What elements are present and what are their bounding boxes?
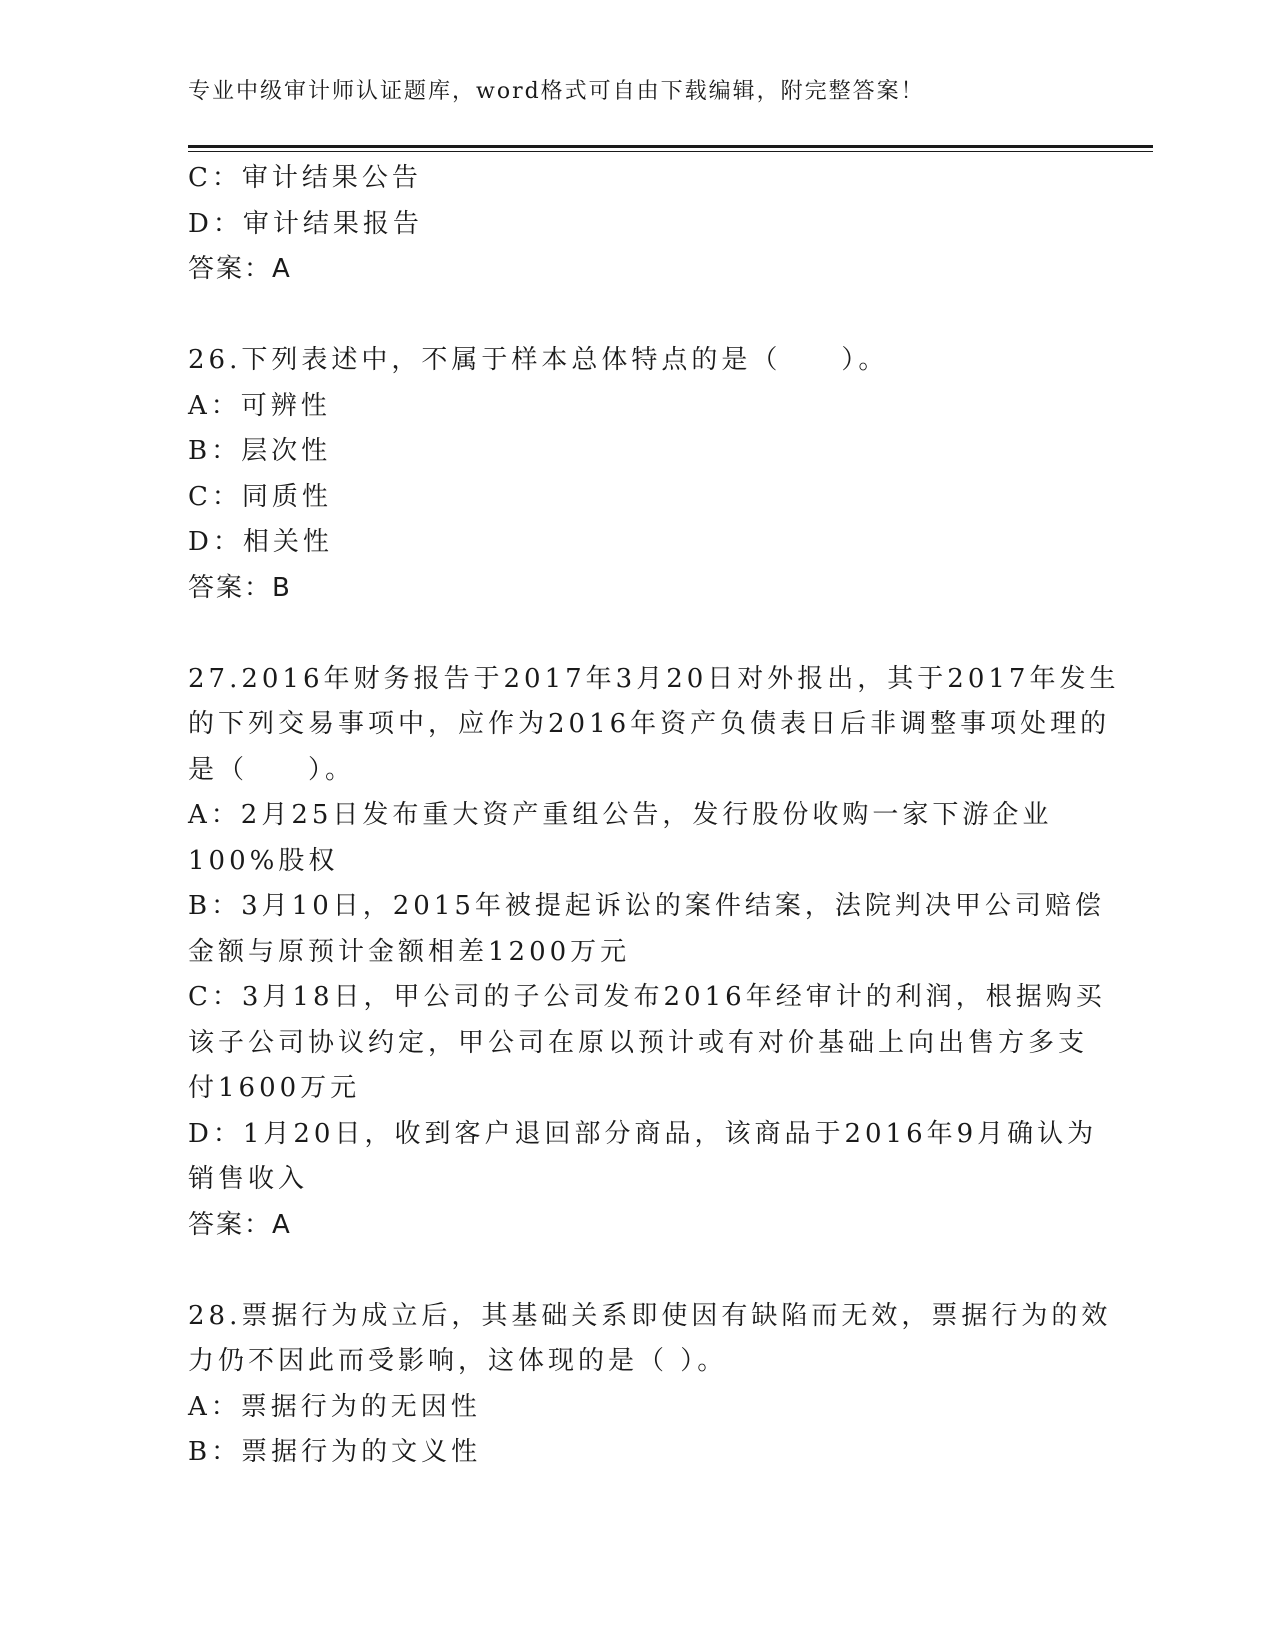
spacer [188,293,1088,339]
option-c: C：3月18日，甲公司的子公司发布2016年经审计的利润，根据购买 [188,982,1106,1012]
answer: 答案：A [188,254,292,284]
question-stem: 26.下列表述中，不属于样本总体特点的是（ ）。 [188,345,889,375]
header-rule-thick [188,145,1153,148]
option-b: B：3月10日，2015年被提起诉讼的案件结案，法院判决甲公司赔偿 [188,891,1105,921]
question-28 [188,1294,1112,1476]
option-a: A：2月25日发布重大资产重组公告，发行股份收购一家下游企业 [188,800,1053,830]
option-c-cont: 该子公司协议约定，甲公司在原以预计或有对价基础上向出售方多支 [188,1027,1089,1058]
option-b-cont: 金额与原预计金额相差1200万元 [188,936,631,967]
answer: 答案：A [188,1209,292,1240]
option-a: A：可辨性 [188,390,331,421]
question-25 [188,156,1088,293]
option-d: D：审计结果报告 [188,208,423,239]
question-stem: 力仍不因此而受影响，这体现的是（ ）。 [188,1346,728,1376]
question-27 [188,657,1120,1249]
answer: 答案：B [188,572,292,603]
question-stem: 27.2016年财务报告于2017年3月20日对外报出，其于2017年发生 [188,663,1120,694]
option-d-cont: 销售收入 [188,1164,309,1194]
question-content [188,156,1120,1476]
question-stem: 的下列交易事项中，应作为2016年资产负债表日后非调整事项处理的 [188,709,1111,739]
option-c: C：同质性 [188,481,332,512]
option-a: A：票据行为的无因性 [188,1391,481,1422]
option-a-cont: 100%股权 [188,845,339,876]
option-c-cont: 付1600万元 [188,1073,361,1103]
document-header: 专业中级审计师认证题库，word格式可自由下载编辑，附完整答案！ [188,79,925,104]
header-rule-thin [188,151,1153,152]
option-b: B：票据行为的文义性 [188,1437,482,1467]
question-26 [188,338,1088,611]
spacer [188,611,1088,657]
option-d: D：相关性 [188,527,333,557]
question-stem: 是（ ）。 [188,754,356,785]
spacer [188,1248,1088,1294]
option-d: D：1月20日，收到客户退回部分商品，该商品于2016年9月确认为 [188,1118,1098,1149]
option-b: B：层次性 [188,436,332,466]
option-c: C：审计结果公告 [188,163,422,193]
question-stem: 28.票据行为成立后，其基础关系即使因有缺陷而无效，票据行为的效 [188,1300,1112,1331]
